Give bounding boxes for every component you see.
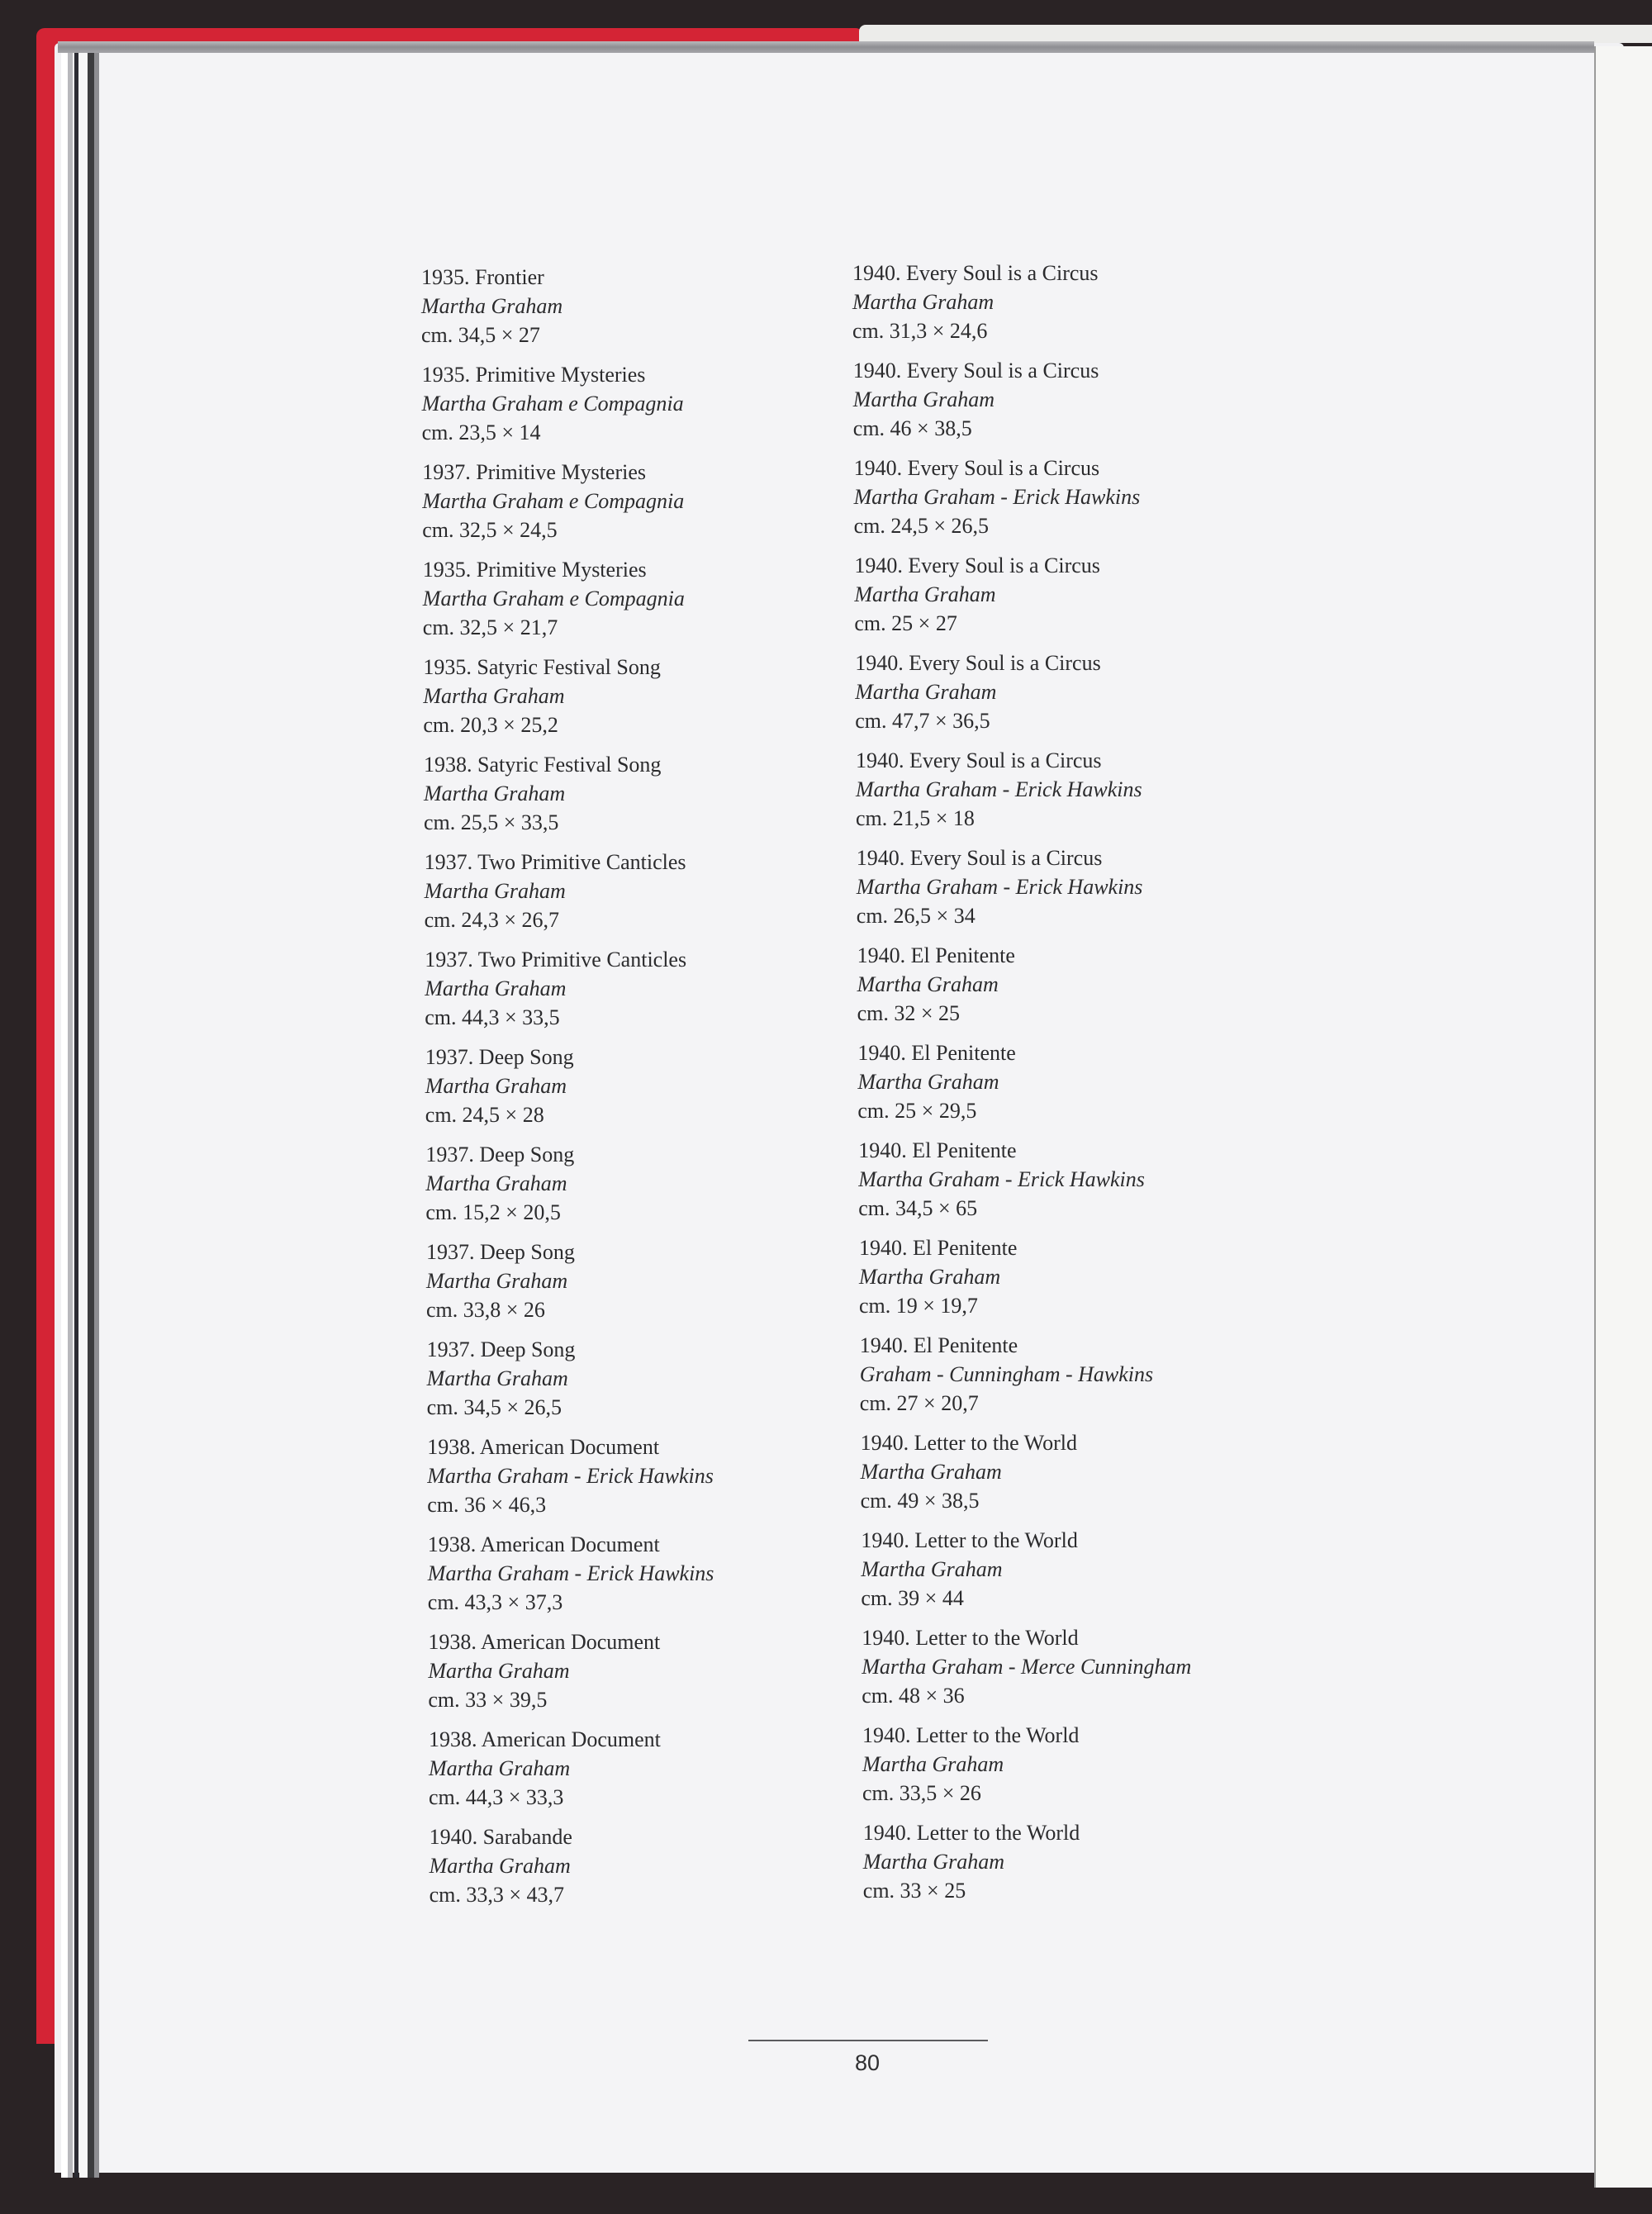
catalog-entry bbox=[860, 1331, 1192, 1418]
catalog-entry bbox=[429, 1725, 714, 1812]
entry-dimensions: cm. 20,3 × 25,2 bbox=[423, 713, 558, 737]
page-stack-top-edge bbox=[58, 41, 1594, 53]
entry-author: Martha Graham bbox=[425, 1171, 567, 1195]
page-edge-line bbox=[88, 48, 94, 2178]
entry-author: Martha Graham bbox=[857, 972, 999, 996]
entry-dimensions: cm. 33,3 × 43,7 bbox=[429, 1883, 565, 1907]
entry-dimensions: cm. 33,5 × 26 bbox=[862, 1781, 981, 1805]
catalog-entry bbox=[862, 1623, 1191, 1710]
entry-author: Martha Graham - Erick Hawkins bbox=[856, 875, 1143, 899]
catalog-entry bbox=[424, 750, 714, 837]
entry-title: 1937. Deep Song bbox=[426, 1337, 576, 1361]
catalog-entry bbox=[425, 945, 714, 1032]
catalog-entry bbox=[861, 1526, 1191, 1613]
entry-author: Martha Graham e Compagnia bbox=[421, 392, 684, 416]
left-column bbox=[421, 263, 714, 1920]
entry-author: Martha Graham bbox=[424, 782, 566, 805]
entry-dimensions: cm. 31,3 × 24,6 bbox=[852, 319, 988, 343]
entry-dimensions: cm. 25 × 27 bbox=[854, 611, 957, 635]
catalog-entry bbox=[857, 941, 1192, 1028]
entry-author: Graham - Cunningham - Hawkins bbox=[859, 1362, 1154, 1386]
entry-title: 1938. American Document bbox=[428, 1630, 661, 1654]
entry-title: 1940. Letter to the World bbox=[862, 1626, 1079, 1650]
entry-dimensions: cm. 43,3 × 37,3 bbox=[427, 1590, 563, 1614]
entry-title: 1940. El Penitente bbox=[858, 1138, 1017, 1162]
entry-author: Martha Graham bbox=[424, 879, 566, 903]
folio-rule bbox=[748, 2040, 988, 2041]
entry-dimensions: cm. 33,8 × 26 bbox=[426, 1298, 545, 1322]
page-edge-line bbox=[68, 48, 73, 2178]
page-edge-line bbox=[61, 48, 68, 2178]
entry-author: Martha Graham - Erick Hawkins bbox=[427, 1464, 714, 1488]
entry-title: 1940. Every Soul is a Circus bbox=[856, 748, 1102, 772]
entry-author: Martha Graham bbox=[428, 1659, 570, 1683]
entry-dimensions: cm. 24,3 × 26,7 bbox=[424, 908, 560, 932]
entry-title: 1940. Sarabande bbox=[429, 1825, 572, 1849]
entry-title: 1940. Letter to the World bbox=[862, 1723, 1080, 1747]
entry-dimensions: cm. 44,3 × 33,5 bbox=[425, 1005, 560, 1029]
entry-author: Martha Graham bbox=[425, 976, 567, 1000]
entry-dimensions: cm. 44,3 × 33,3 bbox=[429, 1785, 564, 1809]
entry-title: 1940. El Penitente bbox=[859, 1333, 1018, 1357]
entry-title: 1940. Every Soul is a Circus bbox=[852, 359, 1099, 382]
catalog-entry bbox=[863, 1818, 1192, 1905]
catalog-entry bbox=[422, 360, 714, 447]
entry-title: 1935. Primitive Mysteries bbox=[422, 558, 647, 582]
entry-author: Martha Graham - Erick Hawkins bbox=[856, 777, 1142, 801]
page-number: 80 bbox=[854, 2050, 881, 2075]
entry-title: 1937. Primitive Mysteries bbox=[422, 460, 647, 484]
entry-dimensions: cm. 32 × 25 bbox=[857, 1001, 961, 1025]
entry-author: Martha Graham - Erick Hawkins bbox=[853, 485, 1141, 509]
entry-title: 1940. Letter to the World bbox=[861, 1528, 1078, 1552]
catalog-entry bbox=[856, 746, 1191, 833]
entry-author: Martha Graham bbox=[862, 1850, 1004, 1874]
entry-title: 1935. Primitive Mysteries bbox=[421, 363, 646, 387]
entry-title: 1937. Two Primitive Canticles bbox=[425, 948, 687, 972]
entry-author: Martha Graham bbox=[852, 290, 995, 314]
entry-title: 1940. Every Soul is a Circus bbox=[852, 261, 1099, 285]
catalog-entry bbox=[425, 1043, 714, 1129]
entry-author: Martha Graham e Compagnia bbox=[422, 587, 685, 611]
entry-title: 1938. American Document bbox=[427, 1435, 660, 1459]
entry-title: 1937. Deep Song bbox=[425, 1045, 574, 1069]
entry-title: 1940. El Penitente bbox=[857, 1041, 1016, 1065]
catalog-entry bbox=[428, 1530, 714, 1617]
entry-dimensions: cm. 21,5 × 18 bbox=[856, 806, 975, 830]
entry-dimensions: cm. 19 × 19,7 bbox=[859, 1294, 978, 1318]
entry-title: 1935. Satyric Festival Song bbox=[423, 655, 661, 679]
entry-author: Martha Graham - Merce Cunningham bbox=[862, 1655, 1192, 1679]
right-column bbox=[852, 259, 1191, 1916]
entry-author: Martha Graham bbox=[859, 1265, 1001, 1289]
entry-title: 1938. American Document bbox=[427, 1532, 660, 1556]
page bbox=[99, 53, 1594, 2173]
entry-dimensions: cm. 25,5 × 33,5 bbox=[424, 810, 559, 834]
entry-author: Martha Graham bbox=[421, 294, 563, 318]
entry-title: 1937. Two Primitive Canticles bbox=[424, 850, 686, 874]
entry-dimensions: cm. 24,5 × 28 bbox=[425, 1103, 544, 1127]
catalog-entry bbox=[855, 649, 1191, 735]
entry-title: 1937. Deep Song bbox=[425, 1143, 575, 1166]
entry-author: Martha Graham bbox=[857, 1070, 999, 1094]
gutter-facing-page bbox=[1594, 46, 1652, 2188]
entry-author: Martha Graham bbox=[852, 387, 995, 411]
catalog-entry bbox=[425, 848, 714, 934]
entry-dimensions: cm. 32,5 × 21,7 bbox=[422, 615, 558, 639]
catalog-entry bbox=[853, 356, 1192, 443]
entry-dimensions: cm. 49 × 38,5 bbox=[860, 1489, 980, 1513]
entry-title: 1938. Satyric Festival Song bbox=[424, 753, 662, 777]
entry-author: Martha Graham bbox=[860, 1460, 1002, 1484]
catalog-entry bbox=[426, 1238, 714, 1324]
entry-title: 1940. Every Soul is a Circus bbox=[855, 651, 1101, 675]
catalog-entry bbox=[862, 1721, 1191, 1808]
catalog-entry bbox=[852, 259, 1191, 345]
catalog-entry bbox=[859, 1233, 1191, 1320]
entry-title: 1935. Frontier bbox=[421, 265, 544, 289]
entry-dimensions: cm. 46 × 38,5 bbox=[852, 416, 972, 440]
entry-dimensions: cm. 39 × 44 bbox=[861, 1586, 964, 1610]
entry-dimensions: cm. 34,5 × 26,5 bbox=[426, 1395, 563, 1419]
entry-author: Martha Graham bbox=[425, 1074, 567, 1098]
entry-title: 1940. Every Soul is a Circus bbox=[853, 456, 1100, 480]
catalog-entry bbox=[857, 1038, 1191, 1125]
entry-title: 1940. Every Soul is a Circus bbox=[856, 846, 1103, 870]
entry-author: Martha Graham bbox=[854, 582, 996, 606]
entry-dimensions: cm. 32,5 × 24,5 bbox=[422, 518, 558, 542]
entry-dimensions: cm. 48 × 36 bbox=[862, 1684, 965, 1708]
entry-dimensions: cm. 15,2 × 20,5 bbox=[425, 1200, 561, 1224]
entry-author: Martha Graham e Compagnia bbox=[422, 489, 685, 513]
entry-title: 1938. American Document bbox=[429, 1727, 661, 1751]
entry-author: Martha Graham - Erick Hawkins bbox=[427, 1561, 714, 1585]
catalog-entry bbox=[421, 263, 714, 349]
catalog-entry bbox=[423, 555, 714, 642]
entry-author: Martha Graham bbox=[855, 680, 997, 704]
entry-dimensions: cm. 25 × 29,5 bbox=[857, 1099, 977, 1123]
entry-author: Martha Graham bbox=[426, 1269, 568, 1293]
page-edge-line bbox=[79, 48, 88, 2178]
catalog-entry bbox=[861, 1428, 1192, 1515]
catalog-entry bbox=[428, 1627, 714, 1714]
entry-title: 1940. Letter to the World bbox=[860, 1431, 1078, 1455]
entry-dimensions: cm. 33 × 39,5 bbox=[428, 1688, 548, 1712]
entry-author: Martha Graham bbox=[861, 1557, 1003, 1581]
entry-dimensions: cm. 34,5 × 27 bbox=[421, 323, 540, 347]
facing-page-top-edge bbox=[859, 25, 1652, 43]
entry-author: Martha Graham - Erick Hawkins bbox=[858, 1167, 1145, 1191]
entry-title: 1940. El Penitente bbox=[859, 1236, 1018, 1260]
entry-title: 1940. El Penitente bbox=[857, 943, 1015, 967]
entry-author: Martha Graham bbox=[429, 1756, 571, 1780]
catalog-entry bbox=[857, 843, 1192, 930]
catalog-entry bbox=[423, 653, 714, 739]
entry-dimensions: cm. 26,5 × 34 bbox=[856, 904, 976, 928]
entry-dimensions: cm. 27 × 20,7 bbox=[859, 1391, 979, 1415]
entry-dimensions: cm. 23,5 × 14 bbox=[421, 420, 541, 444]
catalog-entry bbox=[427, 1335, 714, 1422]
entry-author: Martha Graham bbox=[426, 1366, 568, 1390]
entry-title: 1937. Deep Song bbox=[426, 1240, 575, 1264]
entry-author: Martha Graham bbox=[423, 684, 565, 708]
entry-dimensions: cm. 34,5 × 65 bbox=[858, 1196, 978, 1220]
catalog-entry bbox=[425, 1140, 714, 1227]
entry-author: Martha Graham bbox=[429, 1854, 571, 1878]
catalog-entry bbox=[427, 1432, 714, 1519]
entry-dimensions: cm. 24,5 × 26,5 bbox=[853, 514, 990, 538]
catalog-entry bbox=[854, 454, 1192, 540]
catalog-entry bbox=[430, 1822, 714, 1909]
entry-dimensions: cm. 36 × 46,3 bbox=[427, 1493, 547, 1517]
page-edge-line bbox=[74, 48, 78, 2178]
entry-title: 1940. Every Soul is a Circus bbox=[854, 554, 1100, 577]
entry-title: 1940. Letter to the World bbox=[862, 1821, 1080, 1845]
catalog-entry bbox=[422, 458, 714, 544]
catalog-entry bbox=[854, 551, 1191, 638]
catalog-entry bbox=[858, 1136, 1191, 1223]
entry-dimensions: cm. 33 × 25 bbox=[862, 1879, 966, 1903]
entry-dimensions: cm. 47,7 × 36,5 bbox=[855, 709, 990, 733]
entry-author: Martha Graham bbox=[862, 1752, 1004, 1776]
